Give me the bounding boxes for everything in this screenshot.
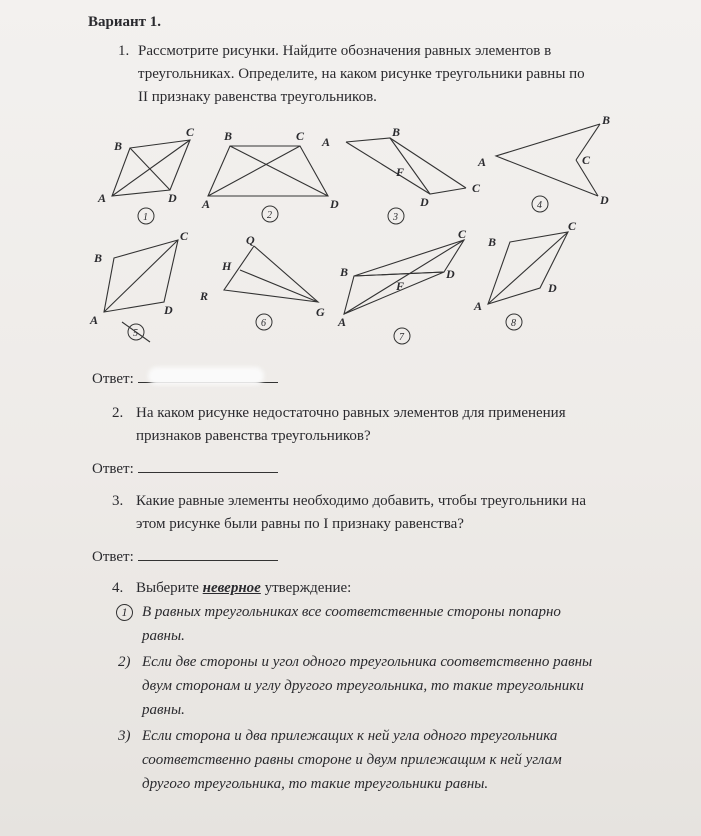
figure-8-label-d: D — [548, 281, 557, 295]
figure-6-label-r: R — [200, 289, 209, 303]
question-4-emphasis: неверное — [202, 580, 261, 596]
option-2-line-1: Если две стороны и угол одного треугольника соответственно равны — [142, 654, 593, 670]
question-2-number: 2. — [112, 405, 124, 421]
figure-8-label-a: A — [474, 299, 483, 313]
figure-3-label-d: D — [420, 195, 429, 209]
figure-6-label-h: H — [222, 259, 232, 273]
figure-4-number: 4 — [537, 200, 542, 211]
figure-7-label-c: C — [458, 227, 467, 241]
figure-7-label-b: B — [340, 265, 349, 279]
figure-2 — [201, 129, 339, 222]
figure-2-label-a: A — [202, 197, 211, 211]
answer-3-row — [92, 546, 278, 566]
question-1-line-1: Рассмотрите рисунки. Найдите обозначения равных элементов в — [138, 43, 552, 59]
variant-title: Вариант 1. — [88, 14, 162, 30]
option-1-number[interactable] — [116, 601, 133, 624]
figure-7-number: 7 — [399, 332, 404, 343]
question-3-line-2: этом рисунке были равны по I признаку равенства? — [136, 516, 464, 532]
figure-4-label-a: A — [478, 155, 487, 169]
answer-1-redaction — [148, 367, 264, 385]
answer-3-label: Ответ: — [92, 549, 134, 565]
figure-4-label-c: C — [582, 153, 591, 167]
figure-1-label-a: A — [98, 191, 107, 205]
figure-1-label-b: B — [114, 139, 123, 153]
figure-2-label-d: D — [330, 197, 339, 211]
figure-7-label-d: D — [446, 267, 455, 281]
figure-4-label-b: B — [602, 113, 611, 127]
figure-7 — [337, 227, 467, 344]
figure-6-label-g: G — [316, 305, 325, 319]
figure-2-label-b: B — [224, 129, 233, 143]
figure-3-label-a: A — [322, 135, 331, 149]
figure-4 — [477, 113, 610, 212]
option-1-line-2: равны. — [142, 628, 185, 644]
question-4-suffix: утверждение: — [264, 580, 352, 596]
option-2-number: 2) — [118, 654, 131, 670]
figure-8-number: 8 — [511, 318, 516, 329]
figure-3-number: 3 — [393, 212, 398, 223]
option-3-number: 3) — [118, 728, 131, 744]
figure-3-label-b: B — [392, 125, 401, 139]
question-1-line-2: треугольниках. Определите, на каком рисунке треугольники равны по — [138, 66, 585, 82]
figure-6-label-q: Q — [246, 233, 255, 247]
question-4-prefix: Выберите — [136, 580, 199, 596]
figure-3-label-f: F — [396, 165, 405, 179]
answer-2-field[interactable] — [138, 458, 278, 473]
figure-5 — [89, 229, 189, 342]
figure-5-label-d: D — [164, 303, 173, 317]
figure-6-number: 6 — [261, 318, 266, 329]
figure-7-label-a: A — [338, 315, 347, 329]
question-3-line-1: Какие равные элементы необходимо добавить, чтобы треугольники на — [136, 493, 586, 509]
answer-2-label: Ответ: — [92, 461, 134, 477]
option-3-line-2: соответственно равны стороне и двум прилежащим к ней углам — [142, 752, 562, 768]
question-1-line-3: II признаку равенства треугольников. — [138, 89, 377, 105]
triangle-figures — [0, 110, 701, 360]
answer-3-field[interactable] — [138, 546, 278, 561]
figure-1-label-c: C — [186, 125, 195, 139]
figure-6 — [199, 233, 325, 330]
option-2-line-3: равны. — [142, 702, 185, 718]
figure-2-label-c: C — [296, 129, 305, 143]
answer-1-label: Ответ: — [92, 371, 134, 387]
figure-1 — [97, 125, 195, 224]
figure-5-label-a: A — [90, 313, 99, 327]
figure-8-label-c: C — [568, 219, 577, 233]
figure-3 — [321, 125, 481, 224]
figure-1-number: 1 — [143, 212, 148, 223]
figure-5-number: 5 — [133, 328, 138, 339]
figure-2-number: 2 — [267, 210, 272, 221]
figure-4-label-d: D — [600, 193, 609, 207]
question-4-prompt — [136, 577, 351, 600]
answer-2-row — [92, 458, 278, 478]
question-1-number: 1. — [118, 43, 130, 59]
option-2-line-2: двум сторонам и углу другого треугольника, то такие треугольники — [142, 678, 584, 694]
option-3-line-1: Если сторона и два прилежащих к ней угла одного треугольника — [142, 728, 558, 744]
figure-1-label-d: D — [168, 191, 177, 205]
figure-7-label-f: F — [396, 279, 405, 293]
question-4-number: 4. — [112, 580, 124, 596]
question-3-number: 3. — [112, 493, 124, 509]
figure-3-label-c: C — [472, 181, 481, 195]
figure-5-label-b: B — [94, 251, 103, 265]
question-2-line-2: признаков равенства треугольников? — [136, 428, 371, 444]
option-1-line-1: В равных треугольниках все соответственные стороны попарно — [142, 604, 561, 620]
figure-8-label-b: B — [488, 235, 497, 249]
option-3-line-3: другого треугольника, то такие треугольники равны. — [142, 776, 489, 792]
question-2-line-1: На каком рисунке недостаточно равных элементов для применения — [136, 405, 566, 421]
option-1-selected-circle: 1 — [116, 604, 133, 621]
figure-5-label-c: C — [180, 229, 189, 243]
figure-8 — [473, 219, 577, 330]
